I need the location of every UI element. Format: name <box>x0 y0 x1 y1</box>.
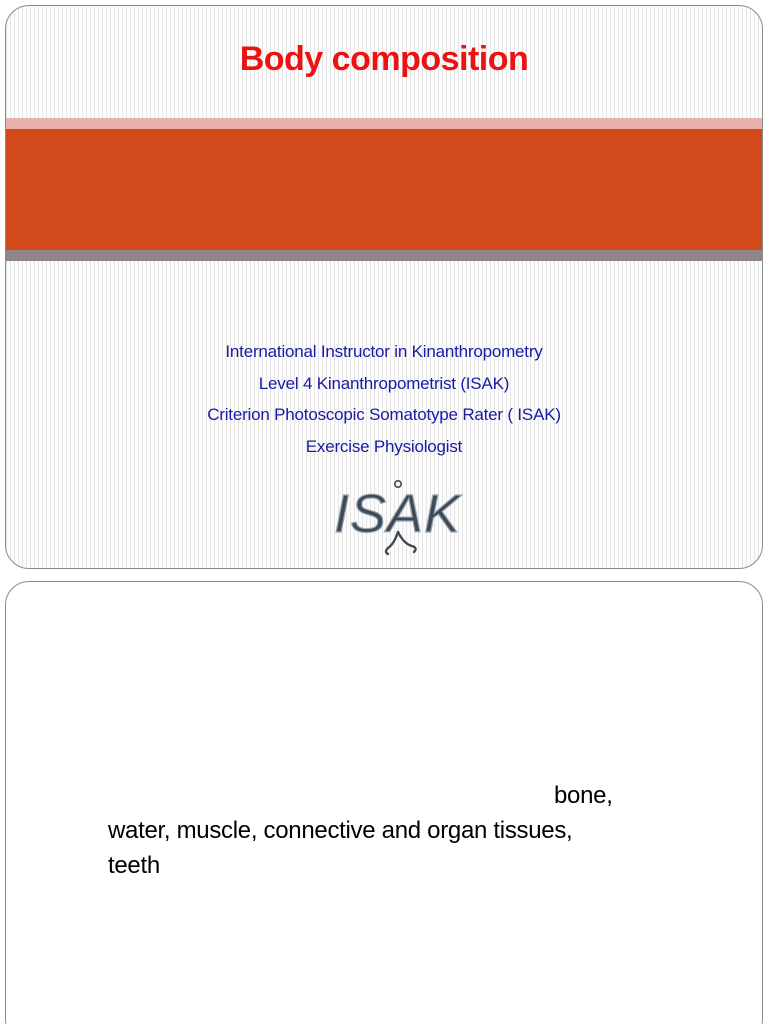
isak-logo-text: ISAK <box>334 484 462 544</box>
content-line: water, muscle, connective and organ tissues, <box>108 817 573 844</box>
slide-content-text <box>108 778 668 883</box>
decorative-band-gray <box>6 250 762 261</box>
decorative-band-orange <box>6 129 762 250</box>
slide-title <box>5 5 763 569</box>
credential-item: International Instructor in Kinanthropometry <box>225 342 543 361</box>
credential-item: Criterion Photoscopic Somatotype Rater ( ISAK) <box>207 405 561 424</box>
slide-content <box>5 581 763 1024</box>
credential-item: Exercise Physiologist <box>305 436 463 456</box>
isak-logo <box>328 476 478 560</box>
content-line: bone, <box>554 782 613 809</box>
credential-item: Level 4 Kinanthropometrist (ISAK) <box>258 373 510 393</box>
slide-title-heading: Body composition <box>239 40 529 78</box>
content-line: teeth <box>108 852 160 879</box>
decorative-band-pink <box>6 118 762 129</box>
credentials-list <box>6 336 762 462</box>
